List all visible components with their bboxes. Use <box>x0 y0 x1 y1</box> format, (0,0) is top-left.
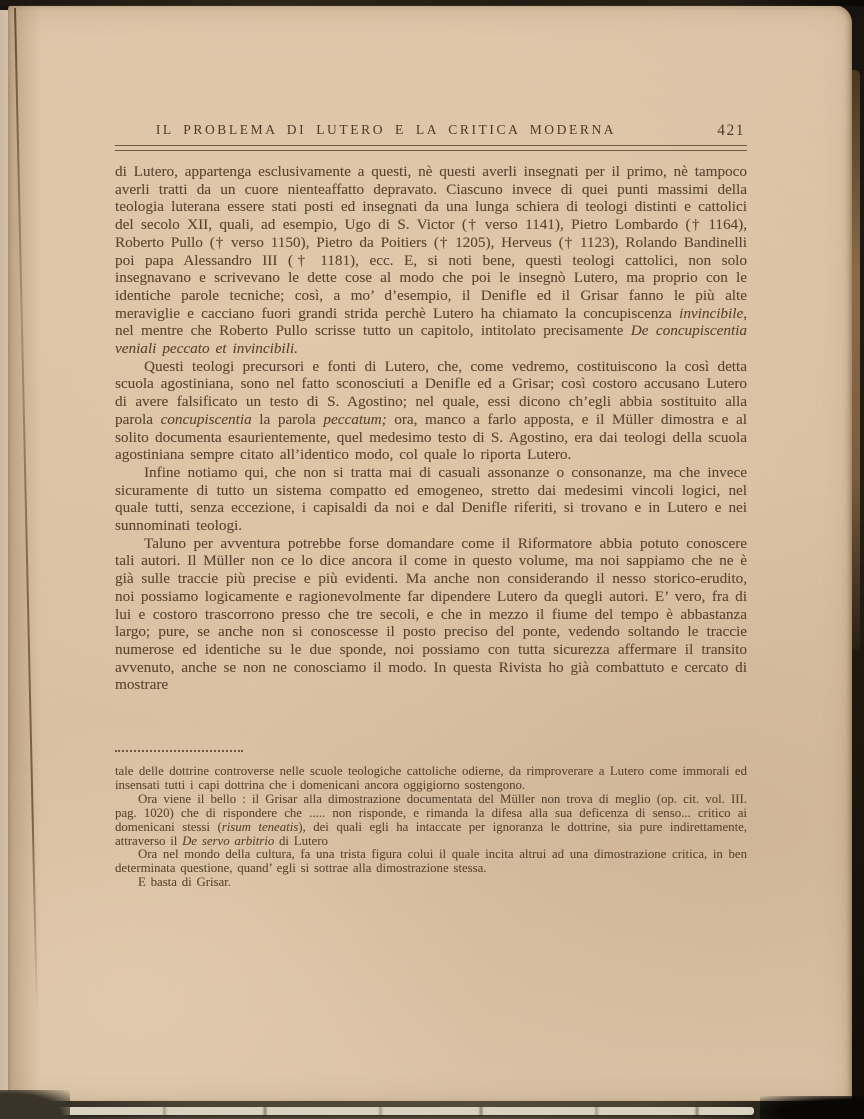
body-paragraph: Infine notiamo qui, che non si tratta mai di casuali assonanze o consonanze, ma che invece sicuramente di tutto un sistema compatto ed emogeneo, stretto dai medesimi vincoli logici, nel quale tutti, senza eccezione, i capisaldi da noi e dal Denifle riferiti, si trovano e in Lutero e nei sunnominati teologi. <box>115 463 747 535</box>
body-paragraph: di Lutero, appartenga esclusivamente a questi, nè questi averli insegnati per il primo, nè tampoco averli tratti da un cuore nienteaffatto depravato. Ciascuno invece di quei punti massimi della teologia luterana essere stati posti ed insegnati da una lunga schiera di teologi distinti e cattolici del secolo XII, quali, ad esempio, Ugo di S. Victor († verso 1141), Pietro Lombardo († 1164), Roberto Pullo († verso 1150), Pietro da Poitiers († 1205), Herveus († 1123), Rolando Bandinelli poi papa Alessandro III († 1181), ecc. E, si noti bene, questi teologi cattolici, non solo insegnavano e scrivevano le dette cose al modo che poi le insegnò Lutero, ma proprio con le identiche parole tecniche; così, a mo’ d’esempio, il Denifle ed il Grisar fanno le più alte meraviglie e cacciano fuori grandi strida perchè Lutero ha chiamato la concupiscenza invincibile, nel mentre che Roberto Pullo scrisse tutto un capitolo, intitolato precisamente De concupiscentia veniali peccato et invincibili. <box>115 163 747 358</box>
footnote-paragraph: Ora nel mondo della cultura, fa una trista figura colui il quale incita altrui ad una dimostrazione critica, in ben determinata questione, quand’ egli si sottrae alla dimostrazione stessa. <box>115 847 747 876</box>
header-double-rule <box>115 145 747 151</box>
page-content <box>115 122 747 890</box>
footnote-paragraph: E basta di Grisar. <box>138 875 231 890</box>
running-header <box>115 122 747 140</box>
book-top-edge <box>0 0 864 6</box>
footnote-block <box>115 765 747 890</box>
bottom-left-shadow <box>0 1090 70 1119</box>
bottom-right-shadow <box>760 1096 864 1119</box>
footnote-separator <box>115 750 243 752</box>
body-paragraph: Taluno per avventura potrebbe forse domandare come il Riformatore abbia potuto conoscere tali autori. Il Müller non ce lo dice ancora il come in questo volume, ma noi sappiamo che ne è già sulle traccie più precise e più evidenti. Ma anche non considerando il nesso storico-erudito, noi possiamo logicamente e ragionevolmente far dipendere Lutero da quegli autori. E’ vero, fra di lui e costoro trascorrono presso che tre secoli, e che in mezzo il fiume del tempo è abbastanza largo; pure, se anche non si conoscesse il posto preciso del ponte, vedendo soltando le traccie numerose ed identiche su le due sponde, noi possiamo con tutta sicurezza affermare il transito avvenuto, anche se non ne conosciamo il modo. In questa Rivista ho già combattuto e cercato di mostrare <box>115 534 747 694</box>
footnote-paragraph: tale delle dottrine controverse nelle scuole teologiche cattoliche odierne, da rimproverare a Lutero come immorali ed insensati tutti i capi dottrina che i domenicani ancora oggigiorno sostengono. <box>115 764 747 792</box>
running-header-title: IL PROBLEMA DI LUTERO E LA CRITICA MODERNA <box>155 122 617 137</box>
book-page <box>8 5 852 1105</box>
page-number: 421 <box>717 122 745 139</box>
page-body <box>115 163 747 740</box>
body-paragraph: Questi teologi precursori e fonti di Lutero, che, come vedremo, costituiscono la così detta scuola agostiniana, sono nel fatto sconosciuti a Denifle ed a Grisar; così costoro accusano Lutero di avere falsificato un testo di S. Agostino; nel quale, essi dicono ch’egli abbia sostituito alla parola concupiscentia la parola peccatum; ora, manco a farlo apposta, e il Müller dimostra e al solito documenta esaurientemente, quel medesimo testo di S. Agostino, era dai teologi della scuola agostiniana sempre citato all’identico modo, col quale lo riporta Lutero. <box>115 357 747 464</box>
page-stack-edge <box>52 1107 754 1115</box>
footnote-paragraph: Ora viene il bello : il Grisar alla dimostrazione documentata del Müller non trova di meglio (op. cit. vol. III. pag. 1020) che di rispondere che ..... non risponde, e rimanda la difesa alla sua deficenza di senso... critico ai domenicani stessi (risum teneatis), dei quali egli ha intaccate per ignoranza le dottrine, sia pure indirettamente, attraverso il De servo arbitrio di Lutero <box>115 791 748 848</box>
